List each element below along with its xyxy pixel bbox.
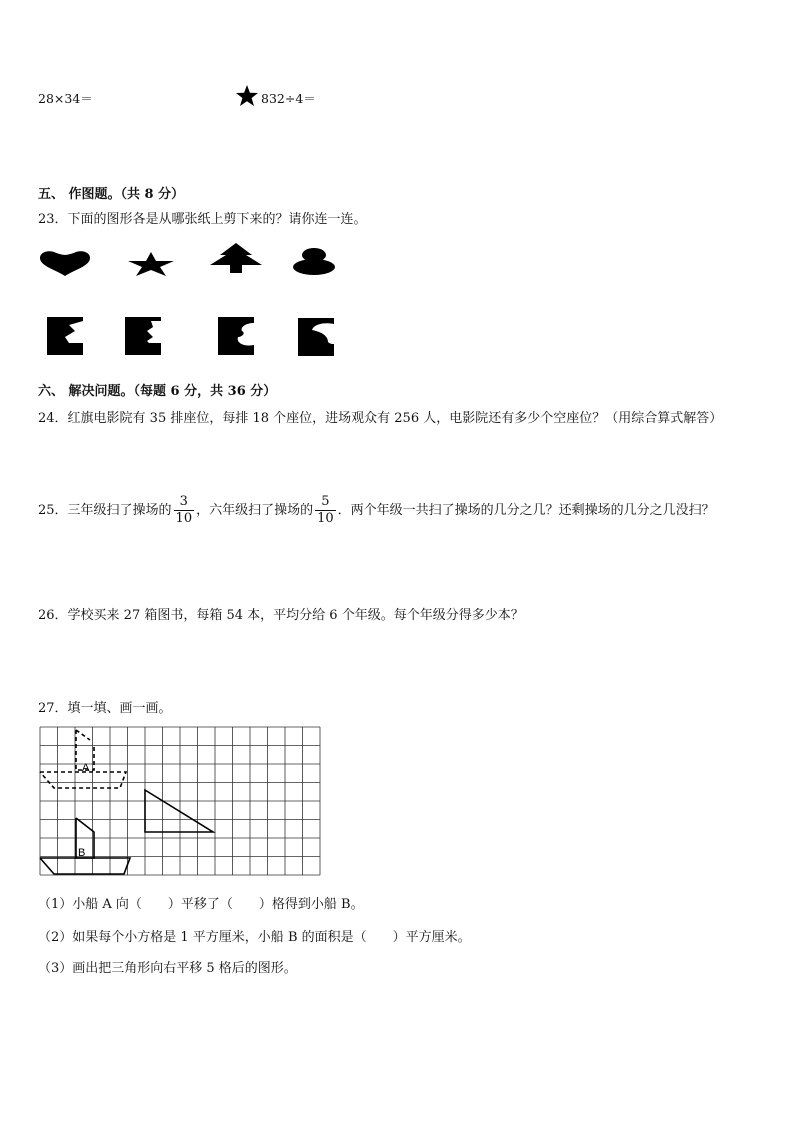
calc-832div4: 832÷4＝	[261, 91, 316, 106]
triangle	[145, 790, 213, 832]
question-26: 26．学校买来 27 箱图书，每箱 54 本，平均分给 6 个年级。每个年级分得多少本？	[38, 608, 524, 623]
star-shape	[126, 252, 176, 276]
paper-piece-2	[125, 317, 161, 355]
q25-text-2: ，六年级扫了操场的	[196, 503, 314, 518]
question-25	[38, 494, 715, 527]
q25-text-1: 25．三年级扫了操场的	[38, 503, 172, 518]
calc-28x34: 28×34＝	[38, 91, 93, 106]
boat-a-dashed	[40, 730, 126, 788]
fraction-5-10: $\frac{5}{10}$	[317, 494, 334, 526]
question-27-title: 27．填一填、画一画。	[38, 701, 172, 716]
q25-text-3: ．两个年级一共扫了操场的几分之几？还剩操场的几分之几没扫？	[337, 503, 715, 518]
boat-b	[40, 818, 130, 874]
q27-sub-3: （3）画出把三角形向右平移 5 格后的图形。	[38, 961, 297, 976]
label-b: B	[78, 847, 86, 859]
question-23: 23．下面的图形各是从哪张纸上剪下来的？请你连一连。	[38, 212, 367, 227]
stacked-oval-shape	[291, 247, 337, 275]
section-6-heading: 六、 解决问题。（每题 6 分，共 36 分）	[38, 384, 277, 399]
paper-piece-4	[298, 318, 334, 356]
grid-figure	[38, 726, 328, 876]
paper-piece-3	[218, 317, 254, 355]
paper-piece-1	[47, 317, 83, 355]
fraction-3-10: $\frac{3}{10}$	[175, 494, 193, 526]
heart-shape	[38, 250, 92, 276]
label-a: A	[82, 762, 90, 774]
q27-sub-1: （1）小船 A 向（ ）平移了（ ）格得到小船 B。	[38, 897, 364, 912]
arrow-tree-shape	[208, 243, 264, 273]
section-5-heading: 五、 作图题。（共 8 分）	[38, 187, 185, 202]
star-icon	[235, 84, 259, 108]
question-24: 24．红旗电影院有 35 排座位，每排 18 个座位，进场观众有 256 人，电影院还有多少个空座位？（用综合算式解答）	[38, 411, 723, 426]
q27-sub-2: （2）如果每个小方格是 1 平方厘米，小船 B 的面积是（ ）平方厘米。	[38, 930, 471, 945]
